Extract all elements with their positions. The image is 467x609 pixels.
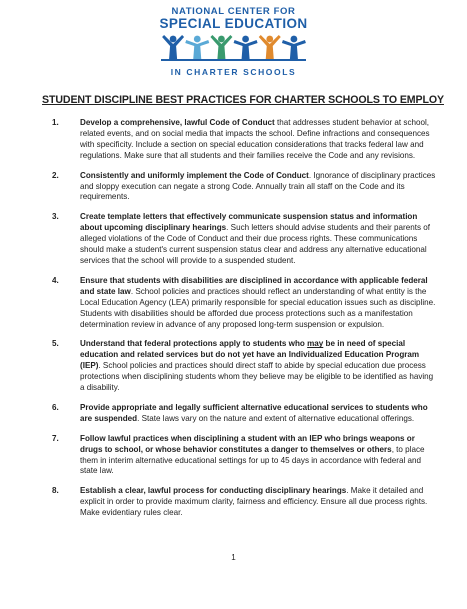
item-heading: Create template letters that effectively communicate suspension status and information about upcoming disciplinary hearings — [80, 212, 418, 233]
list-item — [52, 486, 437, 519]
item-number: 6. — [52, 402, 59, 412]
item-text: . School policies and practices should direct staff to abide by special education due process protections when disciplining students whom they believe may be eligible to be identified as having a disability. — [80, 361, 434, 393]
logo-line-2: SPECIAL EDUCATION — [159, 16, 308, 31]
list-item — [52, 171, 437, 204]
item-text: . State laws vary on the nature and extent of alternative educational offerings. — [137, 413, 415, 423]
list-item — [52, 212, 437, 267]
list-item — [52, 118, 437, 162]
ncsecs-logo — [0, 6, 467, 76]
item-heading: Understand that federal protections apply to students who — [80, 339, 308, 349]
item-text: . School policies and practices should reflect an understanding of what entity is the Local Education Agency (LEA) primarily responsible for special education issues such as discipline. Students with disabilities should be afforded due process protections such as a manifestation determination review in advance of any proposed long-term suspension or expulsion. — [80, 286, 436, 329]
item-heading: Follow lawful practices when disciplining a student with an IEP who brings weapons or drugs to school, or whose behavior constitutes a danger to themselves or others — [80, 433, 415, 454]
item-heading: Consistently and uniformly implement the Code of Conduct — [80, 170, 309, 180]
logo-figure-head — [194, 36, 201, 43]
item-text: . Make it detailed and explicit in order to provide maximum clarity, fairness and efficiency. Ensure all due process rights. Make evidentiary rules clear. — [80, 486, 428, 518]
item-number: 5. — [52, 339, 59, 349]
item-heading: Develop a comprehensive, lawful Code of Conduct — [80, 118, 275, 127]
item-heading-emphasis: may — [307, 339, 324, 349]
item-heading: be in need of special education and related services but do not yet have an Individualized Education Program (IEP) — [80, 339, 420, 371]
logo-line-1: NATIONAL CENTER FOR — [171, 6, 296, 17]
list-item — [52, 339, 437, 394]
logo-figure-head — [266, 36, 273, 43]
item-number: 1. — [52, 118, 59, 127]
people-figures-icon — [161, 34, 306, 62]
item-heading: Provide appropriate and legally sufficient alternative educational services to students who are suspended — [80, 402, 428, 423]
logo-figure-body — [185, 40, 209, 59]
item-heading: Establish a clear, lawful process for conducting disciplinary hearings — [80, 486, 347, 496]
logo-figure-body — [234, 40, 258, 59]
logo-figure-head — [242, 36, 249, 43]
logo-figure-head — [218, 36, 225, 43]
item-text: . Ignorance of disciplinary practices and sloppy execution can negate a strong Code. Annually train all staff on the Code and its requirements. — [80, 170, 436, 202]
list-item — [52, 276, 437, 331]
logo-line-3: IN CHARTER SCHOOLS — [170, 67, 297, 77]
item-heading: Ensure that students with disabilities are disciplined in accordance with applicable federal and state law — [80, 275, 428, 296]
item-number: 8. — [52, 486, 59, 496]
practices-list — [52, 118, 437, 528]
item-number: 2. — [52, 170, 59, 180]
item-text: that addresses student behavior at school, related events, and on social media that impacts the school. Define infractions and consequences with specificity. Include a section on special education considerations that tracks federal law and regulations. Make sure that all students and their families receive the Code and any revisions. — [80, 118, 430, 160]
item-text: , to place them in interim alternative educational settings for up to 45 days in accordance with federal and state law. — [80, 444, 425, 476]
logo-figure-body — [282, 40, 306, 59]
logo-figure-head — [170, 36, 177, 43]
logo-figure-head — [291, 36, 298, 43]
page-number: 1 — [231, 553, 236, 562]
list-item — [52, 403, 437, 425]
item-text: . Such letters should advise students and their parents of alleged violations of the Code of Conduct and their due process rights. These communications should make a student's current suspension status clear and address any alternative educational services that the school will provide to a suspended student. — [80, 223, 430, 265]
list-item — [52, 434, 437, 478]
item-number: 7. — [52, 433, 59, 443]
item-number: 4. — [52, 275, 59, 285]
item-number: 3. — [52, 212, 59, 222]
document-title: STUDENT DISCIPLINE BEST PRACTICES FOR CHARTER SCHOOLS TO EMPLOY — [42, 94, 444, 106]
